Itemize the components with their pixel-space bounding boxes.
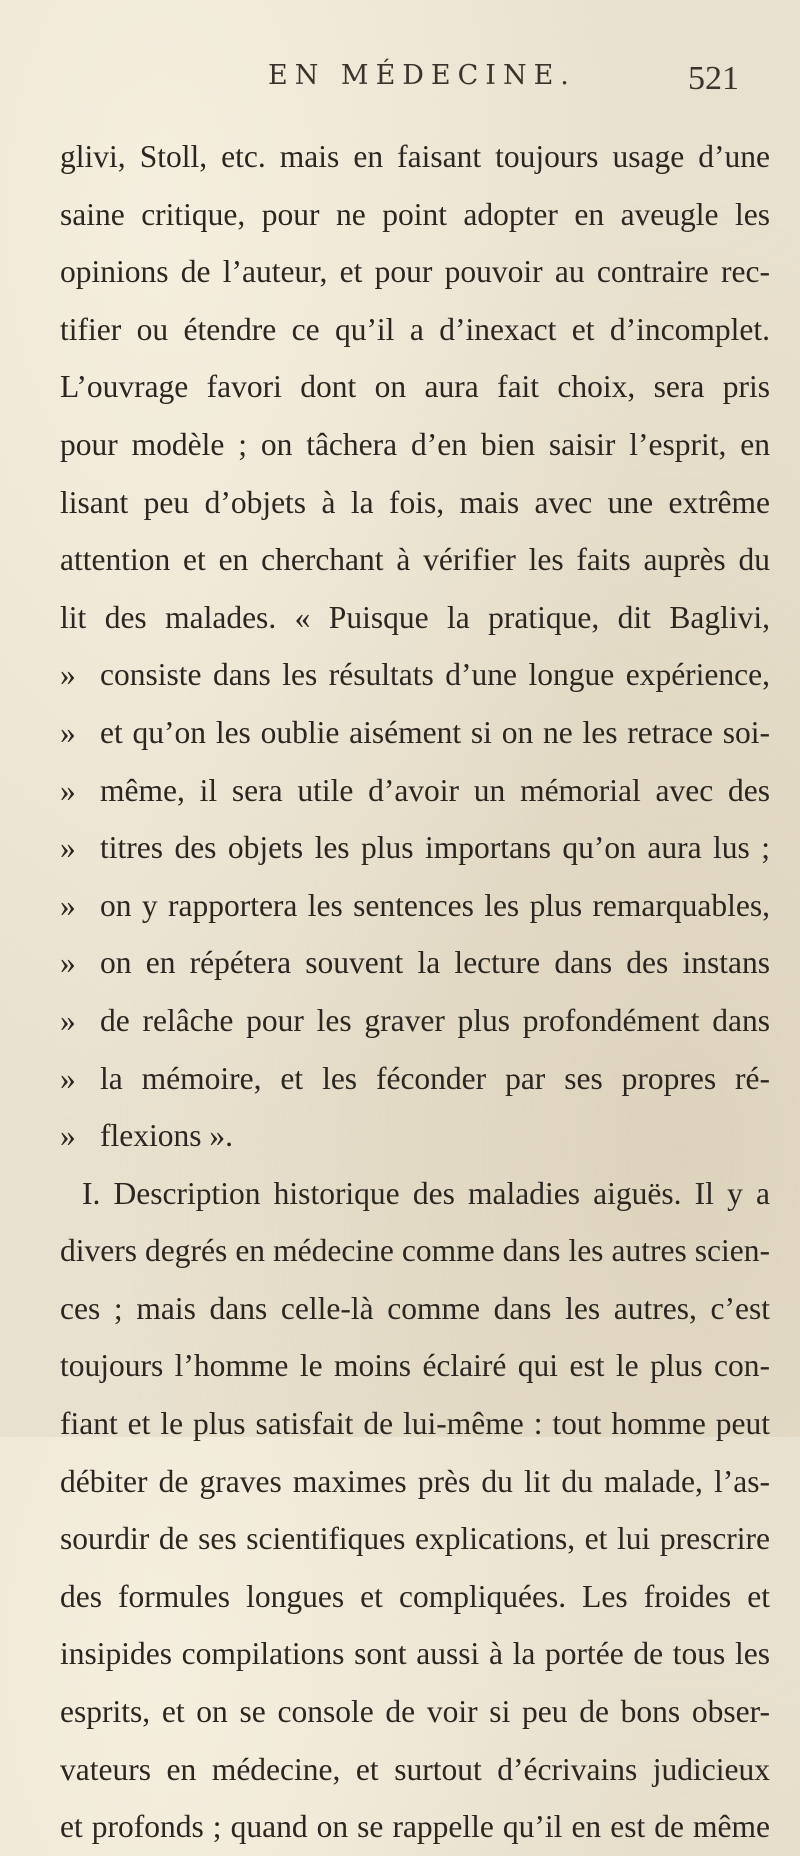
quote-line — [60, 819, 770, 877]
quote-line — [60, 762, 770, 820]
quote-mark: » — [60, 945, 76, 981]
quote-line — [60, 646, 770, 704]
quote-text: même, il sera utile d’avoir un mémorial avec des — [100, 772, 770, 808]
text-line: fiant et le plus satisfait de lui-même : tout homme peut — [60, 1406, 770, 1442]
quote-mark: » — [60, 1060, 76, 1096]
quote-mark: » — [60, 714, 76, 750]
body-text — [60, 128, 770, 1856]
text-line: attention et en cherchant à vérifier les faits auprès du — [60, 542, 770, 578]
quote-mark: » — [60, 1002, 76, 1038]
text-line: L’ouvrage favori dont on aura fait choix, sera pris — [60, 369, 770, 405]
text-line: des formules longues et compliquées. Les froides et — [60, 1578, 770, 1614]
section-heading-line: I. Description historique des maladies aiguës. Il y a — [82, 1175, 770, 1211]
quote-line — [60, 704, 770, 762]
text-line: lit des malades. « Puisque la pratique, dit Baglivi, — [60, 599, 770, 635]
text-line: pour modèle ; on tâchera d’en bien saisir l’esprit, en — [60, 426, 770, 462]
text-line: lisant peu d’objets à la fois, mais avec une extrême — [60, 484, 770, 520]
quote-text: flexions ». — [100, 1118, 233, 1154]
quote-mark: » — [60, 830, 76, 866]
quote-mark: » — [60, 657, 76, 693]
running-head: EN MÉDECINE. — [268, 60, 576, 91]
text-line: vateurs en médecine, et surtout d’écrivains judicieux — [60, 1751, 770, 1787]
text-line: et profonds ; quand on se rappelle qu’il en est de même — [60, 1809, 770, 1845]
text-line: glivi, Stoll, etc. mais en faisant toujours usage d’une — [60, 139, 770, 174]
quote-text: titres des objets les plus importans qu’on aura lus ; — [100, 830, 770, 866]
quote-text: on en répétera souvent la lecture dans des instans — [100, 945, 770, 981]
quote-text: la mémoire, et les féconder par ses propres ré- — [100, 1060, 770, 1096]
quote-text: on y rapportera les sentences les plus remarquables, — [100, 887, 770, 923]
text-line: tifier ou étendre ce qu’il a d’inexact et d’incomplet. — [60, 311, 770, 347]
quote-text: et qu’on les oublie aisément si on ne les retrace soi- — [100, 714, 770, 750]
text-line: débiter de graves maximes près du lit du malade, l’as- — [60, 1463, 770, 1499]
text-line: toujours l’homme le moins éclairé qui est le plus con- — [60, 1348, 770, 1384]
text-line: ces ; mais dans celle-là comme dans les autres, c’est — [60, 1290, 770, 1326]
quote-line — [60, 1050, 770, 1108]
quote-text: de relâche pour les graver plus profondément dans — [100, 1002, 770, 1038]
text-line: insipides compilations sont aussi à la portée de tous les — [60, 1636, 770, 1672]
text-line: sourdir de ses scientifiques explications, et lui prescrire — [60, 1521, 770, 1557]
quote-line — [60, 992, 770, 1050]
quote-mark: » — [60, 772, 76, 808]
page-number: 521 — [688, 60, 739, 97]
text-line: opinions de l’auteur, et pour pouvoir au contraire rec- — [60, 254, 770, 290]
quote-mark: » — [60, 1118, 76, 1154]
text-line: esprits, et on se console de voir si peu de bons obser- — [60, 1694, 770, 1730]
quote-mark: » — [60, 887, 76, 923]
text-line: divers degrés en médecine comme dans les autres scien- — [60, 1233, 770, 1269]
quote-line — [60, 877, 770, 935]
quote-text: consiste dans les résultats d’une longue expérience, — [100, 657, 770, 693]
quote-line — [60, 934, 770, 992]
quote-line — [60, 1107, 770, 1165]
page-header — [0, 60, 800, 110]
text-line: saine critique, pour ne point adopter en aveugle les — [60, 196, 770, 232]
